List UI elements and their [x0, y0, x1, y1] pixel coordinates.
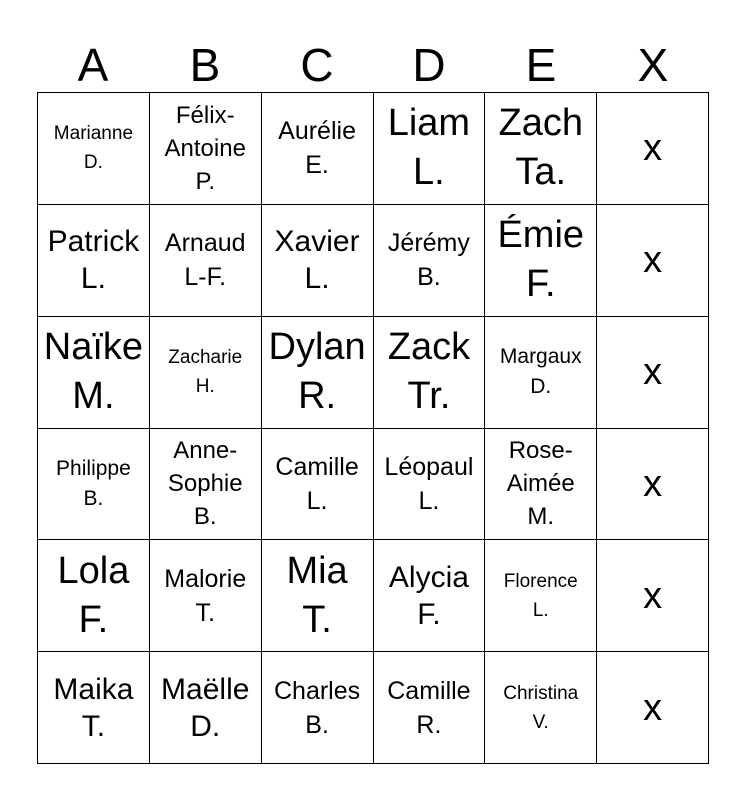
- bingo-cell-x2[interactable]: [597, 205, 709, 317]
- bingo-cell-e4[interactable]: [485, 429, 597, 541]
- bingo-cell-x3[interactable]: [597, 317, 709, 429]
- bingo-cell-b6[interactable]: [150, 652, 262, 764]
- bingo-cell-x4[interactable]: [597, 429, 709, 541]
- bingo-cell-d3[interactable]: [374, 317, 486, 429]
- bingo-cell-c2[interactable]: [262, 205, 374, 317]
- cell-label: x: [643, 686, 663, 729]
- cell-label: Liam L.: [387, 102, 471, 194]
- bingo-cell-d5[interactable]: [374, 540, 486, 652]
- cell-label: Patrick L.: [47, 225, 140, 296]
- cell-label: Camille L.: [275, 452, 359, 515]
- header-letter-c: C: [300, 39, 334, 91]
- bingo-cell-b4[interactable]: [150, 429, 262, 541]
- bingo-cell-b5[interactable]: [150, 540, 262, 652]
- bingo-cell-c5[interactable]: [262, 540, 374, 652]
- bingo-cell-a3[interactable]: [38, 317, 150, 429]
- cell-label: Malorie T.: [164, 564, 247, 627]
- bingo-cell-x1[interactable]: [597, 93, 709, 205]
- bingo-cell-a6[interactable]: [38, 652, 150, 764]
- bingo-cell-e6[interactable]: [485, 652, 597, 764]
- bingo-cell-c6[interactable]: [262, 652, 374, 764]
- cell-label: Dylan R.: [268, 326, 366, 418]
- bingo-cell-b1[interactable]: [150, 93, 262, 205]
- cell-label: Félix- Antoine P.: [164, 101, 246, 195]
- header-letter-a: A: [77, 39, 109, 91]
- cell-label: Arnaud L-F.: [164, 229, 246, 292]
- bingo-cell-d1[interactable]: [374, 93, 486, 205]
- bingo-cell-x6[interactable]: [597, 652, 709, 764]
- bingo-cell-a2[interactable]: [38, 205, 150, 317]
- bingo-cell-b3[interactable]: [150, 317, 262, 429]
- cell-label: x: [643, 239, 663, 282]
- cell-label: Jérémy B.: [387, 229, 470, 292]
- cell-label: Émie F.: [497, 214, 585, 306]
- cell-label: Alycia F.: [388, 560, 469, 631]
- cell-label: x: [643, 351, 663, 394]
- bingo-cell-e5[interactable]: [485, 540, 597, 652]
- bingo-cell-e2[interactable]: [485, 205, 597, 317]
- cell-label: x: [643, 574, 663, 617]
- header-letter-b: B: [189, 39, 221, 91]
- cell-label: Naïke M.: [43, 326, 144, 418]
- cell-label: Aurélie E.: [278, 117, 356, 180]
- bingo-cell-d4[interactable]: [374, 429, 486, 541]
- bingo-cell-b2[interactable]: [150, 205, 262, 317]
- cell-label: Christina V.: [503, 682, 579, 733]
- cell-label: Camille R.: [387, 676, 471, 739]
- cell-label: Maëlle D.: [161, 672, 250, 743]
- cell-label: Xavier L.: [274, 225, 360, 296]
- cell-label: Léopaul L.: [384, 452, 474, 515]
- bingo-cell-e3[interactable]: [485, 317, 597, 429]
- cell-label: Maika T.: [53, 672, 134, 743]
- cell-label: Zack Tr.: [387, 326, 471, 418]
- cell-label: x: [643, 127, 663, 170]
- bingo-cell-a4[interactable]: [38, 429, 150, 541]
- cell-label: Marianne D.: [53, 123, 134, 174]
- header-letter-e: E: [525, 39, 557, 91]
- cell-label: Zacharie H.: [168, 347, 243, 398]
- cell-label: Margaux D.: [499, 345, 582, 399]
- cell-label: x: [643, 462, 663, 505]
- cell-label: Charles B.: [274, 676, 361, 739]
- cell-label: Lola F.: [57, 549, 130, 641]
- header-letter-x: X: [637, 39, 669, 91]
- cell-label: Florence L.: [503, 570, 578, 621]
- cell-label: Rose- Aimée M.: [506, 437, 575, 531]
- bingo-cell-c1[interactable]: [262, 93, 374, 205]
- bingo-cell-d2[interactable]: [374, 205, 486, 317]
- bingo-cell-c4[interactable]: [262, 429, 374, 541]
- cell-label: Zach Ta.: [498, 102, 583, 194]
- cell-label: Mia T.: [286, 549, 348, 641]
- bingo-board: [37, 92, 709, 764]
- bingo-cell-x5[interactable]: [597, 540, 709, 652]
- bingo-cell-e1[interactable]: [485, 93, 597, 205]
- bingo-header: [37, 38, 709, 92]
- bingo-cell-d6[interactable]: [374, 652, 486, 764]
- cell-label: Philippe B.: [56, 456, 131, 510]
- bingo-cell-c3[interactable]: [262, 317, 374, 429]
- bingo-cell-a5[interactable]: [38, 540, 150, 652]
- header-letter-d: D: [412, 39, 446, 91]
- cell-label: Anne- Sophie B.: [167, 437, 243, 531]
- bingo-cell-a1[interactable]: [38, 93, 150, 205]
